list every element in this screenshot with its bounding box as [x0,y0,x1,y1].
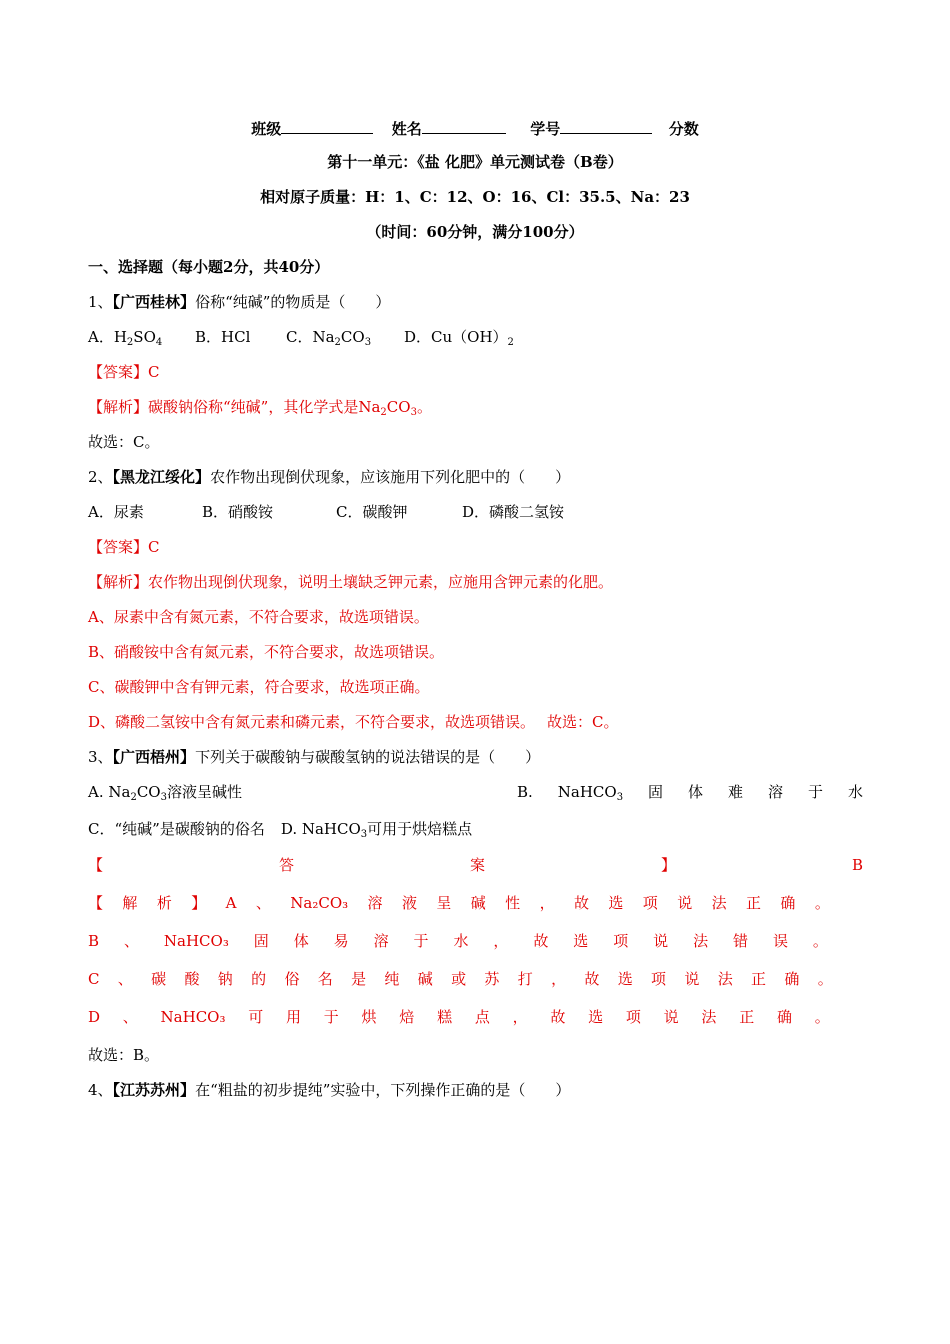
analysis-1: 【解析】碳酸钠俗称“纯碱”，其化学式是$Na_2CO_3$。 [88,398,432,418]
token: 名 [317,970,333,988]
score-label: 分数 [668,120,699,138]
class-blank [281,117,373,134]
analysis-2-d: D、磷酸二氢铵中含有氮元素和磷元素，不符合要求，故选项错误。 故选：C。 [88,713,619,731]
token: 选 [608,894,624,912]
option-a: A．尿素 [88,503,144,521]
token: ， [493,932,509,950]
token: 错 [733,932,749,950]
token: 法 [693,932,709,950]
option-d: D. NaHCO$_3$可用于烘焙糕点 [280,820,473,840]
question-3: 3、【广西梧州】下列关于碳酸钠与碳酸氢钠的说法错误的是（ ） [88,748,541,766]
token: 、 [255,894,271,912]
token: 、 [122,1008,138,1026]
token: NaHCO₃ [160,1008,226,1026]
token: 易 [333,932,349,950]
token: 法 [701,1008,717,1026]
token: 溶 [367,894,383,912]
question-source: 【黑龙江绥化】 [112,468,211,486]
token: 析 [156,894,172,912]
exam-time: （时间：60分钟，满分100分） [366,223,584,241]
answer-3: 【 答 案 】 B [88,856,863,874]
analysis-2-c: C、碳酸钾中含有钾元素，符合要求，故选项正确。 [88,678,430,696]
option-d: D．$Cu(OH)_2$ [404,328,514,348]
token: 烘 [361,1008,377,1026]
token: ， [539,894,555,912]
id-label: 学号 [530,120,561,138]
question-2: 2、【黑龙江绥化】农作物出现倒伏现象，应该施用下列化肥中的（ ） [88,468,571,486]
token: 酸 [184,970,200,988]
option-b: B．HCl [195,328,251,346]
token: 项 [651,970,667,988]
token: 糕 [437,1008,453,1026]
token: 液 [401,894,417,912]
token: 体 [293,932,309,950]
token: 法 [717,970,733,988]
option-c: C．$Na_2CO_3$ [286,328,372,348]
question-3-options-cd [88,819,472,839]
analysis-3-c [88,969,833,989]
token: 点 [474,1008,490,1026]
token: 或 [451,970,467,988]
token: 项 [642,894,658,912]
option-d: D．磷酸二氢铵 [462,503,565,521]
token: 碱 [417,970,433,988]
analysis-2: 【解析】农作物出现倒伏现象，说明土壤缺乏钾元素，应施用含钾元素的化肥。 [88,573,614,591]
token: 正 [746,894,762,912]
token: 俗 [284,970,300,988]
token: 项 [613,932,629,950]
token: 苏 [484,970,500,988]
token: 项 [625,1008,641,1026]
section-title: 一、选择题（每小题2分，共40分） [88,258,330,276]
token: 【 [88,894,104,912]
token: 】 [191,894,207,912]
analysis-2-b: B、硝酸铵中含有氮元素，不符合要求，故选项错误。 [88,643,445,661]
option-b: B．硝酸铵 [202,503,274,521]
question-1: 1、【广西桂林】俗称“纯碱”的物质是（ ） [88,293,391,311]
student-info-row [0,117,950,139]
token: 说 [663,1008,679,1026]
token: 正 [751,970,767,988]
token: B [88,932,100,950]
token: 水 [453,932,469,950]
question-source: 【广西梧州】 [112,748,196,766]
analysis-3 [88,893,830,913]
question-source: 【广西桂林】 [112,293,196,311]
analysis-3-d [88,1007,830,1027]
token: 解 [122,894,138,912]
answer-2: 【答案】C [88,538,160,556]
token: 说 [677,894,693,912]
name-blank [422,117,506,134]
conclusion-3: 故选：B。 [88,1046,160,1064]
token: 于 [323,1008,339,1026]
name-label: 姓名 [391,120,422,138]
question-3-option-b: B. NaHCO$_3$ 固 体 难 溶 于 水 [517,783,863,803]
option-c: C．碳酸钾 [336,503,408,521]
token: 焙 [399,1008,415,1026]
token: 。 [817,970,833,988]
token: 碳 [151,970,167,988]
token: 碱 [470,894,486,912]
token: 说 [653,932,669,950]
token: 选 [588,1008,604,1026]
token: 、 [117,970,133,988]
token: 、 [123,932,139,950]
question-3-option-a: A. $Na_2CO_3$溶液呈碱性 [88,783,242,803]
token: 选 [573,932,589,950]
token: D [88,1008,101,1026]
token: ， [551,970,567,988]
token: 打 [517,970,533,988]
token: 确 [784,970,800,988]
token: 故 [584,970,600,988]
token: 性 [505,894,521,912]
token: 用 [286,1008,302,1026]
token: 的 [251,970,267,988]
analysis-3-b [88,931,828,951]
conclusion-1: 故选：C。 [88,433,160,451]
option-a: A．$H_2SO_4$ [88,328,163,348]
token: 故 [573,894,589,912]
token: 故 [550,1008,566,1026]
option-c: C．“纯碱”是碳酸钠的俗名 [88,820,265,838]
token: 呈 [436,894,452,912]
class-label: 班级 [251,120,282,138]
page-title: 第十一单元：《盐 化肥》单元测试卷（B卷） [327,153,623,171]
token: 说 [684,970,700,988]
token: 钠 [217,970,233,988]
token: 溶 [373,932,389,950]
token: C [88,970,100,988]
atomic-mass: 相对原子质量：H：1、C：12、O：16、Cl：35.5、Na：23 [260,188,690,206]
token: 选 [617,970,633,988]
question-4: 4、【江苏苏州】在“粗盐的初步提纯”实验中，下列操作正确的是（ ） [88,1081,571,1099]
token: 纯 [384,970,400,988]
token: NaHCO₃ [163,932,229,950]
token: 。 [814,894,830,912]
token: 于 [413,932,429,950]
token: 正 [739,1008,755,1026]
analysis-2-a: A、尿素中含有氮元素，不符合要求，故选项错误。 [88,608,429,626]
token: 确 [776,1008,792,1026]
id-blank [560,117,652,134]
question-source: 【江苏苏州】 [112,1081,196,1099]
token: 故 [533,932,549,950]
token: 可 [248,1008,264,1026]
token: 固 [253,932,269,950]
token: 。 [812,932,828,950]
token: A [225,894,237,912]
token: 。 [814,1008,830,1026]
token: ， [512,1008,528,1026]
token: 法 [711,894,727,912]
token: 确 [780,894,796,912]
token: 误 [772,932,788,950]
answer-1: 【答案】C [88,363,160,381]
token: 是 [351,970,367,988]
token: Na₂CO₃ [290,894,349,912]
